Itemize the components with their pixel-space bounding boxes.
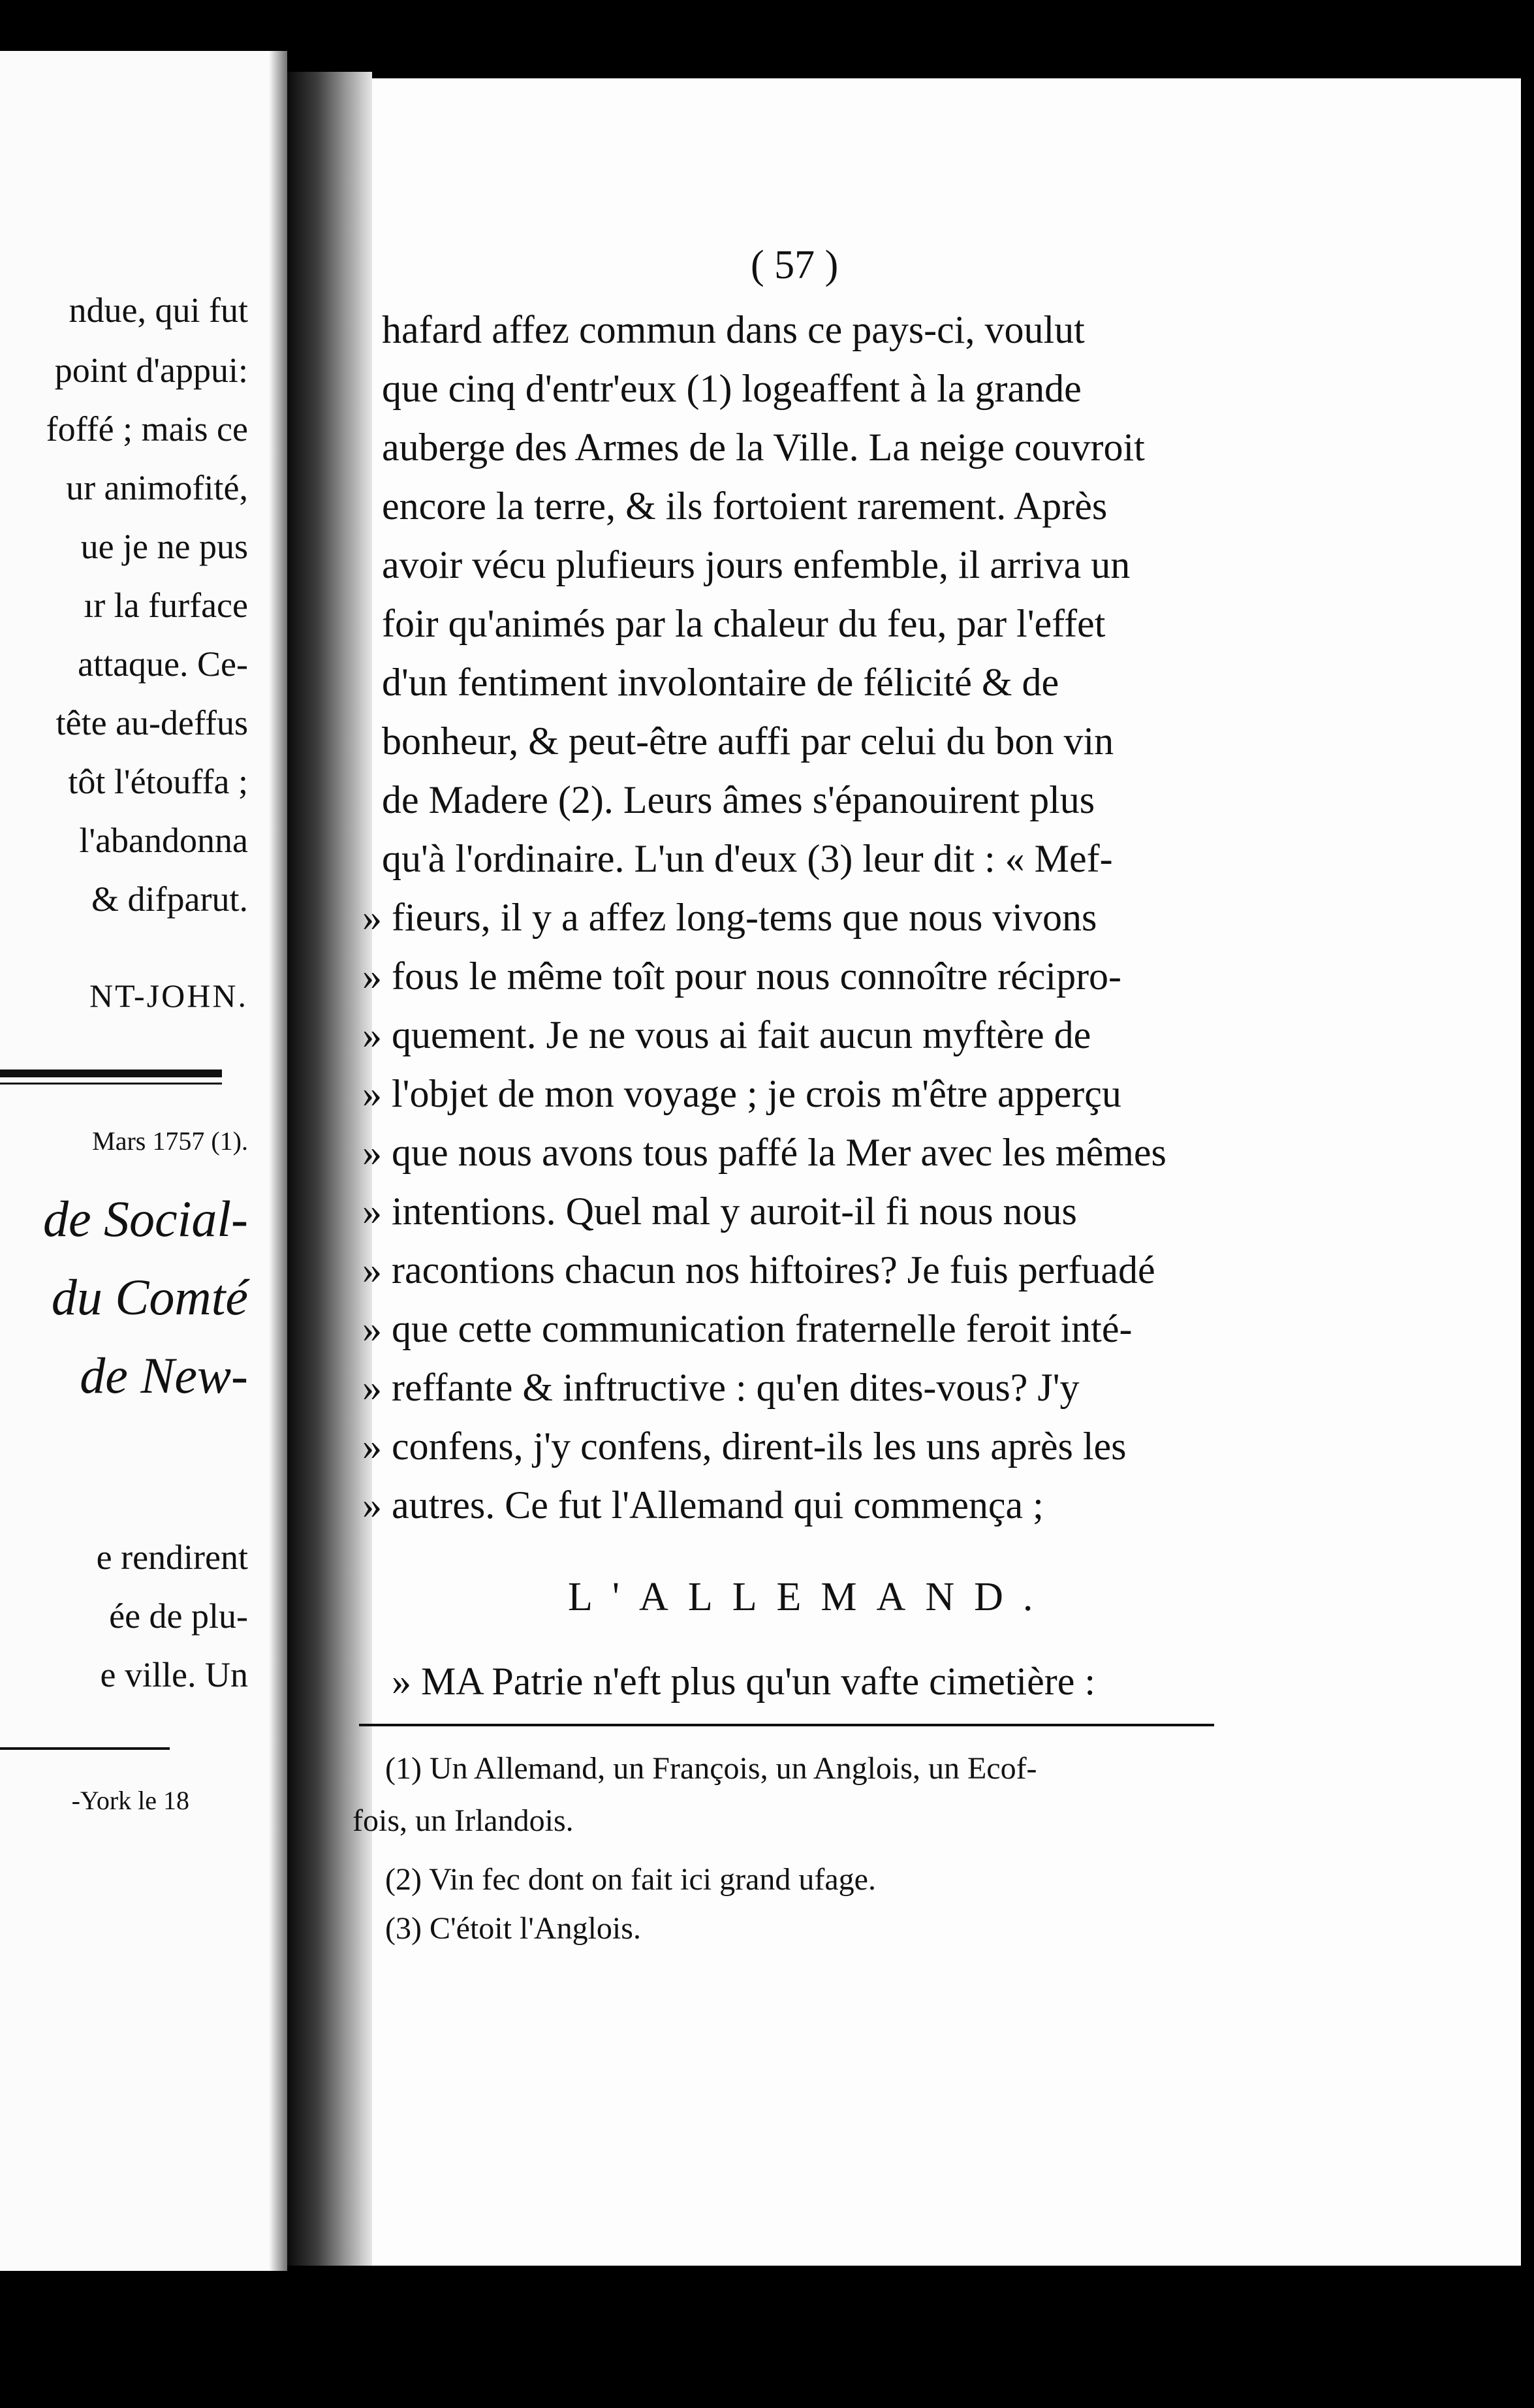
body-line-17: » racontions chacun nos hiftoires? Je fuis perfuadé bbox=[362, 1248, 1155, 1291]
left-line-9: tôt l'étouffa ; bbox=[68, 762, 248, 801]
body-line-2: que cinq d'entr'eux (1) logeaffent à la grande bbox=[382, 367, 1082, 410]
left-thick-rule bbox=[0, 1069, 222, 1077]
left-footnote-rule bbox=[0, 1747, 170, 1750]
body-line-15: » que nous avons tous paffé la Mer avec les mêmes bbox=[362, 1131, 1166, 1174]
body-line-3: auberge des Armes de la Ville. La neige couvroit bbox=[382, 426, 1145, 469]
footnote-1: (1) Un Allemand, un François, un Anglois, un Ecof- bbox=[385, 1751, 1037, 1786]
left-line-13: ée de plu- bbox=[109, 1596, 248, 1636]
left-title-line-1: de Social- bbox=[42, 1190, 248, 1247]
body-line-10: qu'à l'ordinaire. L'un d'eux (3) leur dit : « Mef- bbox=[382, 837, 1113, 880]
body-line-5: avoir vécu plufieurs jours enfemble, il arriva un bbox=[382, 543, 1131, 586]
body-line-18: » que cette communication fraternelle feroit inté- bbox=[362, 1307, 1133, 1350]
section-first-line: » MA Patrie n'eft plus qu'un vafte cimetière : bbox=[392, 1660, 1096, 1703]
body-line-1: hafard affez commun dans ce pays-ci, voulut bbox=[382, 308, 1085, 351]
body-line-8: bonheur, & peut-être auffi par celui du bon vin bbox=[382, 720, 1114, 763]
left-page bbox=[0, 51, 287, 2271]
left-line-4: ur animofité, bbox=[66, 468, 248, 507]
left-line-3: foffé ; mais ce bbox=[46, 409, 248, 449]
body-line-11: » fieurs, il y a affez long-tems que nous vivons bbox=[362, 896, 1097, 939]
left-title-line-2: du Comté bbox=[51, 1269, 248, 1325]
left-footnote: -York le 18 bbox=[71, 1786, 189, 1815]
body-line-6: foir qu'animés par la chaleur du feu, par l'effet bbox=[382, 602, 1106, 645]
body-line-14: » l'objet de mon voyage ; je crois m'être apperçu bbox=[362, 1072, 1121, 1115]
body-line-16: » intentions. Quel mal y auroit-il fi nous nous bbox=[362, 1190, 1077, 1233]
left-thin-rule bbox=[0, 1083, 222, 1085]
left-line-14: e ville. Un bbox=[100, 1655, 248, 1694]
page-number: ( 57 ) bbox=[751, 243, 839, 287]
body-line-13: » quement. Je ne vous ai fait aucun myftère de bbox=[362, 1013, 1091, 1056]
body-line-9: de Madere (2). Leurs âmes s'épanouirent plus bbox=[382, 778, 1095, 821]
body-line-7: d'un fentiment involontaire de félicité & de bbox=[382, 661, 1059, 704]
left-line-6: ır la furface bbox=[84, 586, 248, 625]
left-title-line-3: de New- bbox=[80, 1347, 248, 1404]
left-line-11: & difparut. bbox=[91, 879, 248, 919]
body-line-12: » fous le même toît pour nous connoître récipro- bbox=[362, 955, 1122, 998]
left-dateline: Mars 1757 (1). bbox=[92, 1126, 248, 1156]
left-line-10: l'abandonna bbox=[79, 821, 248, 860]
left-line-1: ndue, qui fut bbox=[69, 291, 248, 330]
left-page-shadow bbox=[269, 51, 287, 2271]
footnote-2: (2) Vin fec dont on fait ici grand ufage. bbox=[385, 1862, 876, 1897]
body-line-4: encore la terre, & ils fortoient rarement. Après bbox=[382, 484, 1108, 528]
book-gutter bbox=[287, 72, 372, 2266]
left-line-12: e rendirent bbox=[96, 1538, 248, 1577]
footnote-1-cont: fois, un Irlandois. bbox=[352, 1803, 574, 1838]
body-line-20: » confens, j'y confens, dirent-ils les uns après les bbox=[362, 1425, 1127, 1468]
body-line-21: » autres. Ce fut l'Allemand qui commença ; bbox=[362, 1483, 1044, 1527]
left-line-5: ue je ne pus bbox=[80, 527, 248, 566]
footnote-rule bbox=[359, 1724, 1214, 1726]
left-line-2: point d'appui: bbox=[54, 351, 248, 390]
section-heading: L'ALLEMAND. bbox=[568, 1575, 1053, 1619]
left-line-8: tête au-deffus bbox=[55, 703, 248, 742]
left-line-7: attaque. Ce- bbox=[78, 644, 248, 684]
body-line-19: » reffante & inftructive : qu'en dites-vous? J'y bbox=[362, 1366, 1080, 1409]
footnote-3: (3) C'étoit l'Anglois. bbox=[385, 1911, 641, 1946]
left-signature: NT-JOHN. bbox=[89, 977, 248, 1014]
